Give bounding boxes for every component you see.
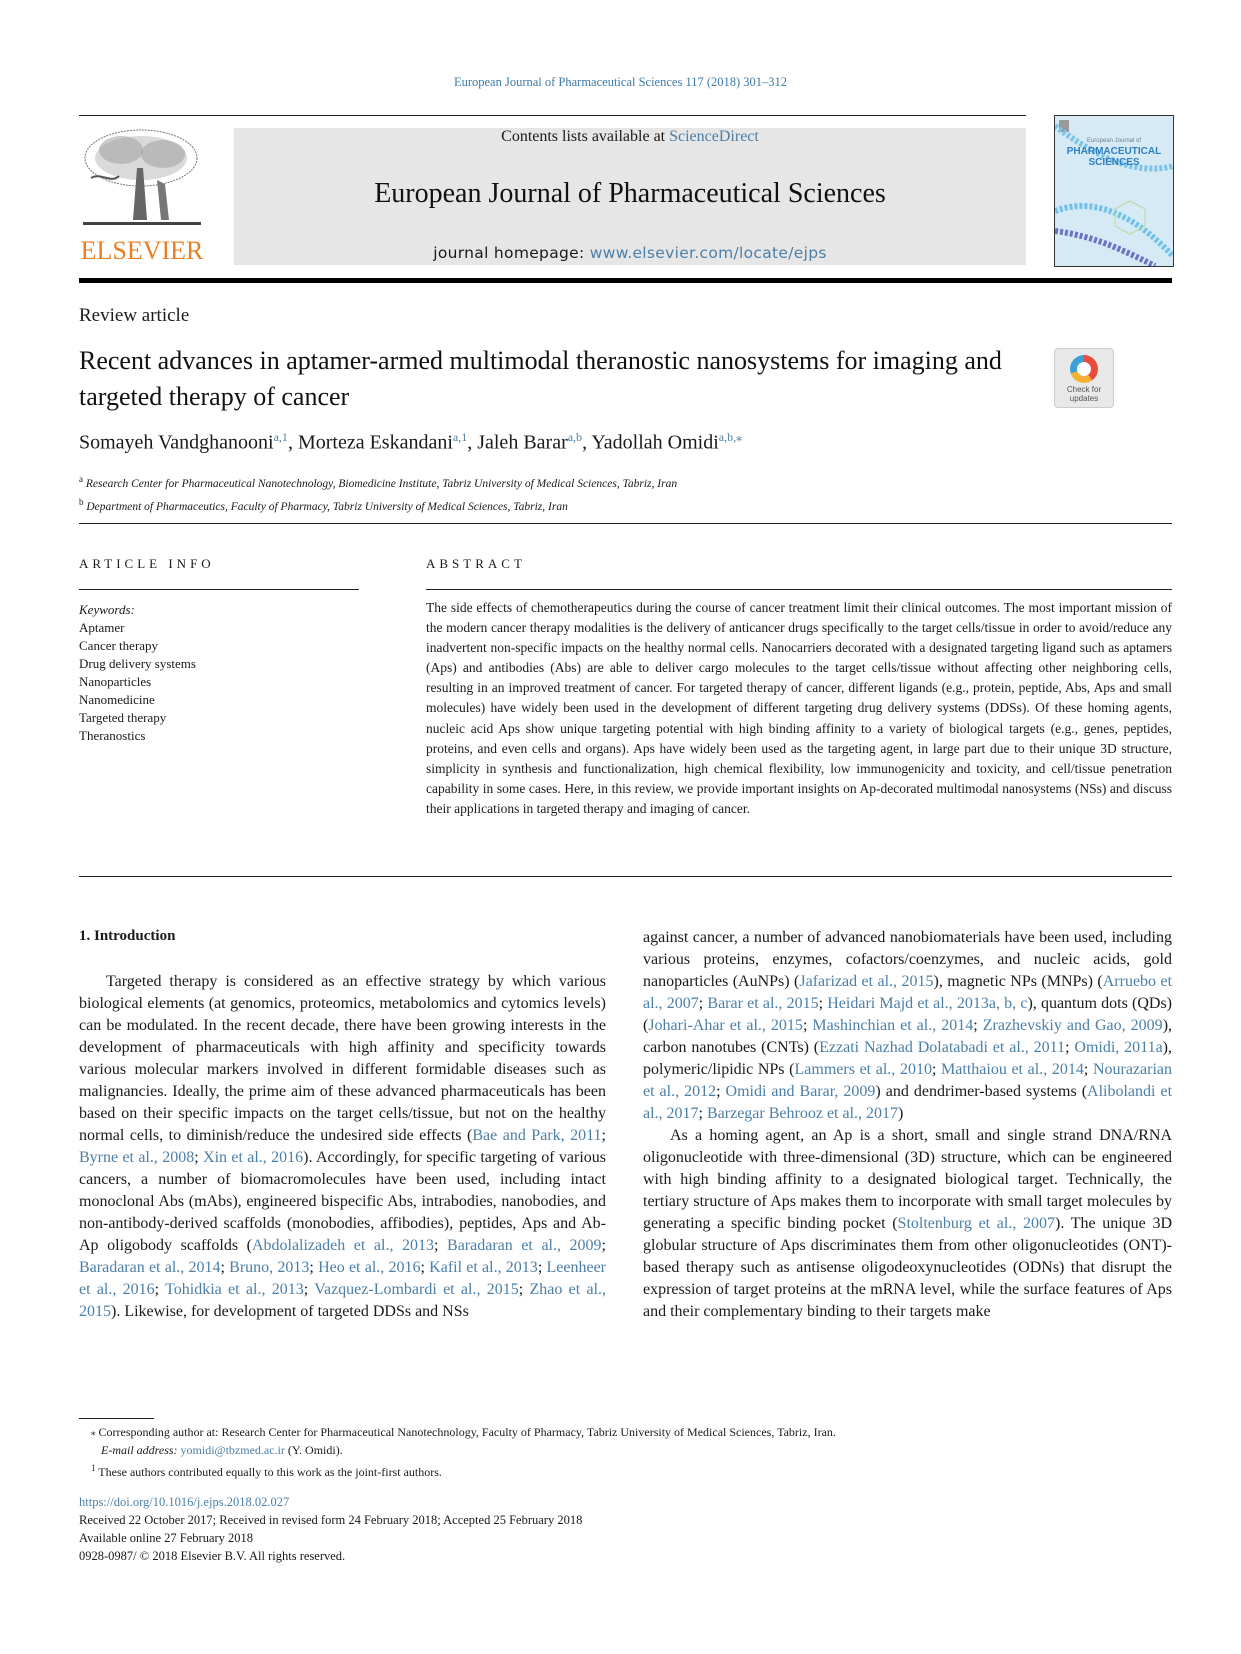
citation-link[interactable]: Bruno, 2013	[229, 1259, 310, 1276]
keyword: Cancer therapy	[79, 638, 159, 653]
check-for-updates-label: Check for updates	[1066, 385, 1102, 403]
contents-available-line: Contents lists available at ScienceDirect	[501, 128, 759, 145]
email-note: E-mail address: yomidi@tbzmed.ac.ir (Y. Omidi).	[101, 1443, 343, 1457]
citation-link[interactable]: Stoltenburg et al., 2007	[897, 1215, 1055, 1232]
author-name[interactable]: Yadollah Omidi	[591, 431, 719, 454]
author-name[interactable]: Somayeh Vandghanooni	[79, 431, 274, 454]
author-affiliation-marks[interactable]: a,b	[567, 430, 583, 444]
available-online-date: Available online 27 February 2018	[79, 1531, 254, 1545]
top-divider	[79, 115, 1026, 116]
copyright-notice: 0928-0987/ © 2018 Elsevier B.V. All rights reserved.	[79, 1549, 346, 1563]
footnote-divider	[79, 1418, 154, 1419]
body-text: Targeted therapy is considered as an effective strategy by which various biological elements (at genomics, proteomics, metabolomics and cytomics levels) can be modulated. In the recent decade, there have been growing interests in the development of pharmaceuticals with high affinity and specificity towards various molecular markers involved in different formidable diseases such as malignancies. Ideally, the prime aim of these advanced pharmaceuticals has been based on their specific impacts on the target cells/tissue, but not on the healthy normal cells, to diminish/reduce the undesired side effects (	[79, 973, 606, 1144]
header-thick-divider	[79, 278, 1172, 283]
journal-title: European Journal of Pharmaceutical Sciences	[374, 178, 886, 209]
body-column-right	[643, 927, 1172, 1323]
received-dates: Received 22 October 2017; Received in revised form 24 February 2018; Accepted 25 February 2018	[79, 1513, 583, 1527]
body-text: ;	[973, 1017, 983, 1034]
citation-link[interactable]: Leenheer et al., 2016	[79, 1259, 606, 1298]
journal-homepage-line: journal homepage: www.elsevier.com/locate/ejps	[433, 244, 827, 262]
article-type: Review article	[79, 305, 190, 326]
journal-homepage-link[interactable]: www.elsevier.com/locate/ejps	[589, 244, 827, 262]
citation-link[interactable]: Nourazarian et al., 2012	[643, 1061, 1172, 1100]
body-text: ) and dendrimer-based systems (	[875, 1083, 1088, 1100]
citation-link[interactable]: Vazquez-Lombardi et al., 2015	[314, 1281, 519, 1298]
citation-link[interactable]: Ezzati Nazhad Dolatabadi et al., 2011	[819, 1039, 1066, 1056]
author-name[interactable]: Jaleh Barar	[477, 431, 568, 454]
keyword: Targeted therapy	[79, 710, 167, 725]
citation-link[interactable]: Mashinchian et al., 2014	[812, 1017, 974, 1034]
journal-masthead	[234, 128, 1026, 265]
body-text: ;	[303, 1281, 315, 1298]
journal-reference[interactable]: European Journal of Pharmaceutical Sciences 117 (2018) 301–312	[453, 75, 788, 89]
affiliation-b: $^b$ Department of Pharmaceutics, Faculty of Pharmacy, Tabriz University of Medical Sciences, Tabriz, Iran	[79, 496, 568, 513]
keyword: Nanomedicine	[79, 692, 155, 707]
citation-link[interactable]: Tohidkia et al., 2013	[165, 1281, 304, 1298]
body-text: ;	[420, 1259, 430, 1276]
body-text: ;	[716, 1083, 726, 1100]
citation-link[interactable]: Kafil et al., 2013	[429, 1259, 538, 1276]
citation-link[interactable]: Heidari Majd et al., 2013a, b, c	[827, 995, 1028, 1012]
cover-title: PHARMACEUTICAL SCIENCES	[1066, 146, 1162, 168]
body-text: ;	[537, 1259, 547, 1276]
author-affiliation-marks[interactable]: a,1	[452, 430, 468, 444]
body-text: ;	[154, 1281, 166, 1298]
body-text: ). Likewise, for development of targeted DDSs and NSs	[111, 1303, 469, 1320]
citation-link[interactable]: Byrne et al., 2008	[79, 1149, 195, 1166]
citation-link[interactable]: Barar et al., 2015	[707, 995, 819, 1012]
citation-link[interactable]: Johari-Ahar et al., 2015	[648, 1017, 803, 1034]
keywords-list	[79, 601, 196, 745]
affiliation-a: $^a$ Research Center for Pharmaceutical Nanotechnology, Biomedicine Institute, Tabriz University of Medical Sciences, Tabriz, Iran	[79, 474, 678, 490]
citation-link[interactable]: Abdolalizadeh et al., 2013	[251, 1237, 435, 1254]
citation-link[interactable]: Baradaran et al., 2009	[447, 1237, 602, 1254]
keyword: Nanoparticles	[79, 674, 152, 689]
citation-link[interactable]: Bae and Park, 2011	[472, 1127, 602, 1144]
citation-link[interactable]: Barzegar Behrooz et al., 2017	[707, 1105, 899, 1122]
elsevier-wordmark: ELSEVIER	[80, 236, 204, 265]
abstract-body: The side effects of chemotherapeutics during the course of cancer treatment limit their clinical outcomes. The most important mission of the modern cancer therapy modalities is the delivery of anticancer drugs specifically to the target cells/tissue in order to avoid/reduce any inadvertent non-specific impacts on the healthy normal cells. Nanocarriers decorated with a designated targeting ligand such as aptamers (Aps) and antibodies (Abs) are able to deliver cargo molecules to the target cells/tissue without affecting other neighboring cells, resulting in an improved treatment of cancer. For targeted therapy of cancer, different ligands (e.g., protein, peptide, Abs, Aps and small molecules) have widely been used in the development of different targeting drug delivery systems (DDSs). Of these homing agents, nucleic acid Aps show unique targeting potential with high binding affinity to a variety of biological targets (e.g., genes, peptides, proteins, and even cells and organs). Aps have widely been used as the targeting agent, in large part due to their unique 3D structure, simplicity in synthesis and functionalization, high chemical flexibility, low immunogenicity and toxicity, and cell/tissue penetration capability in some cases. Here, in this review, we provide important insights on Ap-decorated multimodal nanosystems (NSs) and discuss their applications in targeted therapy and imaging of cancer.	[426, 600, 1172, 816]
body-text: ;	[1065, 1039, 1075, 1056]
doi-link[interactable]: https://doi.org/10.1016/j.ejps.2018.02.027	[79, 1495, 290, 1509]
body-text: ;	[194, 1149, 204, 1166]
body-text: ). Accordingly, for specific targeting of various cancers, a number of biomacromolecules have been used, including intact monoclonal Abs (mAbs), engineered bispecific Abs, intrabodies, nanobodies, and non-antibody-derived scaffolds (monobodies, affibodies), peptides, Aps and Ab-Ap oligobody scaffolds (	[79, 1149, 607, 1254]
body-text: ;	[818, 995, 828, 1012]
author-name[interactable]: Morteza Eskandani	[297, 431, 453, 454]
citation-link[interactable]: Alibolandi et al., 2017	[643, 1083, 1173, 1122]
footnotes	[79, 1423, 836, 1481]
body-text: As a homing agent, an Ap is a short, small and single strand DNA/RNA oligonucleotide with three-dimensional (3D) structure, which can be engineered with high binding affinity to a designated biological target. Technically, the tertiary structure of Aps makes them to incorporate with small target molecules by generating a specific binding pocket (	[643, 1127, 1172, 1232]
body-text: ), carbon nanotubes (CNTs) (	[643, 1017, 1173, 1056]
body-text: ;	[518, 1281, 530, 1298]
citation-link[interactable]: Heo et al., 2016	[318, 1259, 421, 1276]
keyword: Aptamer	[79, 620, 125, 635]
sciencedirect-link[interactable]: ScienceDirect	[669, 128, 759, 145]
body-text: ), magnetic NPs (MNPs) (	[933, 973, 1103, 990]
affiliations	[79, 470, 677, 516]
tree-engraving-icon	[81, 128, 203, 232]
author-affiliation-marks[interactable]: a,b,⁎	[718, 430, 743, 444]
body-text: ). The unique 3D globular structure of Aps discriminates them from other oligonucleotides (ONT)-based therapy such as antisense oligodeoxynucleotides (ODNs) that disrupt the expression of target proteins at the mRNA level, while the surface features of Aps and their complementary binding to their targets make	[643, 1215, 1172, 1320]
equal-contribution-note: $^1$ These authors contributed equally to this work as the joint-first authors.	[91, 1463, 442, 1479]
corresponding-author-note: ⁎ Corresponding author at: Research Center for Pharmaceutical Nanotechnology, Faculty of Pharmacy, Tabriz University of Medical Sciences, Tabriz, Iran.	[91, 1425, 836, 1439]
paragraph	[643, 1125, 1172, 1323]
abstract-heading: ABSTRACT	[426, 556, 526, 571]
citation-link[interactable]: Lammers et al., 2010	[794, 1061, 932, 1078]
journal-cover-thumbnail[interactable]	[1054, 115, 1174, 267]
body-text: ), quantum dots (QDs) (	[643, 995, 1173, 1034]
citation-link[interactable]: Zhao et al., 2015	[79, 1281, 607, 1320]
section-heading-introduction: 1. Introduction	[79, 928, 176, 944]
author-list: Somayeh Vandghanooni$^{a,1}$, Morteza Eskandani$^{a,1}$, Jaleh Barar$^{a,b}$, Yadollah Omidi$^{a,b,⁎}$	[79, 430, 743, 454]
divider	[426, 589, 1172, 590]
body-column-left	[79, 971, 606, 1323]
body-text: ;	[1083, 1061, 1093, 1078]
citation-link[interactable]: Omidi and Barar, 2009	[725, 1083, 876, 1100]
keywords-label: Keywords:	[79, 602, 135, 617]
citation-link[interactable]: Zrazhevskiy and Gao, 2009	[982, 1017, 1163, 1034]
body-text: ;	[601, 1127, 606, 1144]
divider	[79, 876, 1172, 877]
body-text: ;	[601, 1237, 606, 1254]
crossmark-icon	[1070, 355, 1098, 383]
citation-link[interactable]: Xin et al., 2016	[203, 1149, 304, 1166]
article-info-heading: ARTICLE INFO	[79, 556, 215, 571]
divider	[79, 589, 359, 590]
body-text: ;	[802, 1017, 813, 1034]
divider	[79, 523, 1172, 524]
keyword: Drug delivery systems	[79, 656, 196, 671]
elsevier-logo[interactable]	[79, 128, 205, 268]
body-text: ;	[698, 995, 708, 1012]
paragraph	[79, 971, 606, 1323]
cover-subtitle: European Journal of	[1086, 138, 1142, 144]
email-link[interactable]: yomidi@tbzmed.ac.ir	[180, 1443, 285, 1457]
check-for-updates-button[interactable]	[1054, 348, 1114, 408]
citation-link[interactable]: Omidi, 2011a	[1074, 1039, 1163, 1056]
publication-info	[79, 1493, 582, 1565]
body-text: ), polymeric/lipidic NPs (	[643, 1039, 1172, 1078]
author-affiliation-marks[interactable]: a,1	[273, 430, 288, 444]
paper-title: Recent advances in aptamer-armed multimodal theranostic nanosystems for imaging and targeted therapy of cancer	[79, 346, 1002, 411]
body-text: )	[898, 1105, 904, 1122]
paragraph	[643, 927, 1172, 1125]
citation-link[interactable]: Matthaiou et al., 2014	[941, 1061, 1084, 1078]
body-text: ;	[434, 1237, 448, 1254]
citation-link[interactable]: Arruebo et al., 2007	[643, 973, 1173, 1012]
keyword: Theranostics	[79, 728, 146, 743]
body-text: ;	[220, 1259, 230, 1276]
citation-link[interactable]: Baradaran et al., 2014	[79, 1259, 221, 1276]
body-text: against cancer, a number of advanced nanobiomaterials have been used, including various proteins, enzymes, cofactors/coenzymes, and nucleic acids, gold nanoparticles (AuNPs) (	[643, 929, 1172, 990]
body-text: ;	[698, 1105, 707, 1122]
body-text: ;	[931, 1061, 942, 1078]
citation-link[interactable]: Jafarizad et al., 2015	[799, 973, 934, 990]
body-text: ;	[309, 1259, 319, 1276]
